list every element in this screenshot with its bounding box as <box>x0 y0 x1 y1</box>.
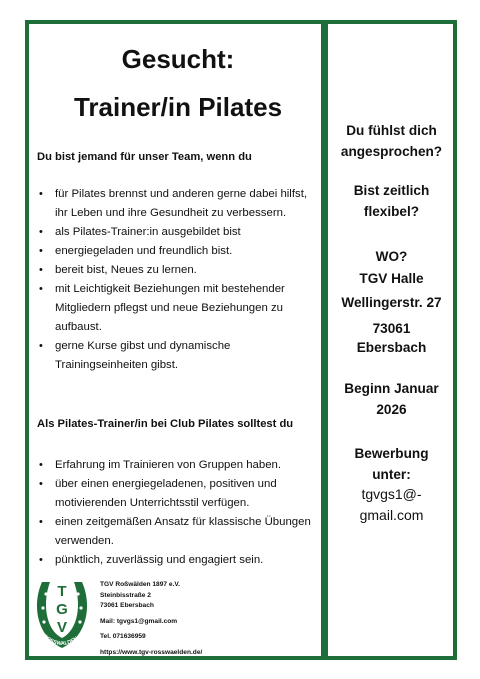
bullet-icon: • <box>39 340 43 352</box>
skills-list <box>37 456 319 570</box>
list-item: • energiegeladen und freundlich bist. <box>37 242 319 261</box>
section-heading: Als Pilates-Trainer/in bei Club Pilates solltest du <box>37 418 294 430</box>
apply-email: tgvgs1@-gmail.com <box>359 486 424 523</box>
footer-web[interactable]: https://www.tgv-rosswaelden.de/ <box>100 648 203 656</box>
club-logo <box>34 574 90 654</box>
footer-tel: Tel. 071636959 <box>100 633 146 640</box>
list-item: • als Pilates-Trainer:in ausgebildet bist <box>37 223 319 242</box>
sidebar-question-1: Du fühlst dich angesprochen? <box>340 123 443 159</box>
logo-arc-text: ROSSWALDEN <box>41 633 80 648</box>
footer-street: Steinbisstraße 2 <box>100 591 151 599</box>
footer-contact <box>100 580 202 658</box>
column-divider <box>321 20 328 660</box>
bullet-icon: • <box>39 188 43 200</box>
list-item: • pünktlich, zuverlässig und engagiert sein. <box>37 551 319 570</box>
title-line-1: Gesucht: <box>121 44 235 74</box>
footer-mail: Mail: tgvgs1@gmail.com <box>100 617 178 625</box>
title-line-2: Trainer/in Pilates <box>73 92 283 122</box>
list-item: • bereit bist, Neues zu lernen. <box>37 261 319 280</box>
logo-letter-g: G <box>56 601 68 618</box>
where-name: TGV Halle <box>359 271 424 286</box>
list-item: • gerne Kurse gibst und dynamische Trainingseinheiten gibst. <box>37 337 319 375</box>
apply-label: Bewerbung unter: <box>354 446 429 482</box>
intro-text: Du bist jemand für unser Team, wenn du <box>37 151 252 163</box>
list-item: • einen zeitgemäßen Ansatz für klassische Übungen verwenden. <box>37 513 319 551</box>
start-date: Beginn Januar 2026 <box>344 381 439 417</box>
where-label: WO? <box>375 249 408 264</box>
bullet-icon: • <box>39 264 43 276</box>
bullet-icon: • <box>39 459 43 471</box>
where-city: Ebersbach <box>356 340 427 355</box>
requirements-list <box>37 185 319 375</box>
bullet-icon: • <box>39 283 43 295</box>
bullet-icon: • <box>39 516 43 528</box>
footer-org: TGV Roßwälden 1897 e.V. <box>100 581 181 588</box>
logo-letter-t: T <box>57 583 67 600</box>
footer-city: 73061 Ebersbach <box>100 602 154 609</box>
bullet-icon: • <box>39 245 43 257</box>
bullet-icon: • <box>39 226 43 238</box>
list-item: • Erfahrung im Trainieren von Gruppen haben. <box>37 456 319 475</box>
list-item: • mit Leichtigkeit Beziehungen mit bestehender Mitgliedern pflegst und neue Beziehungen zu aufbaust. <box>37 280 319 337</box>
list-item: • für Pilates brennst und anderen gerne dabei hilfst, ihr Leben und ihre Gesundheit zu verbessern. <box>37 185 319 223</box>
where-zip: 73061 <box>372 321 411 336</box>
list-item: • über einen energiegeladenen, positiven und motivierenden Unterrichtsstil verfügen. <box>37 475 319 513</box>
bullet-icon: • <box>39 554 43 566</box>
where-street: Wellingerstr. 27 <box>341 295 442 310</box>
bullet-icon: • <box>39 478 43 490</box>
sidebar-question-2: Bist zeitlich flexibel? <box>353 183 430 219</box>
logo-letter-v: V <box>56 619 68 636</box>
